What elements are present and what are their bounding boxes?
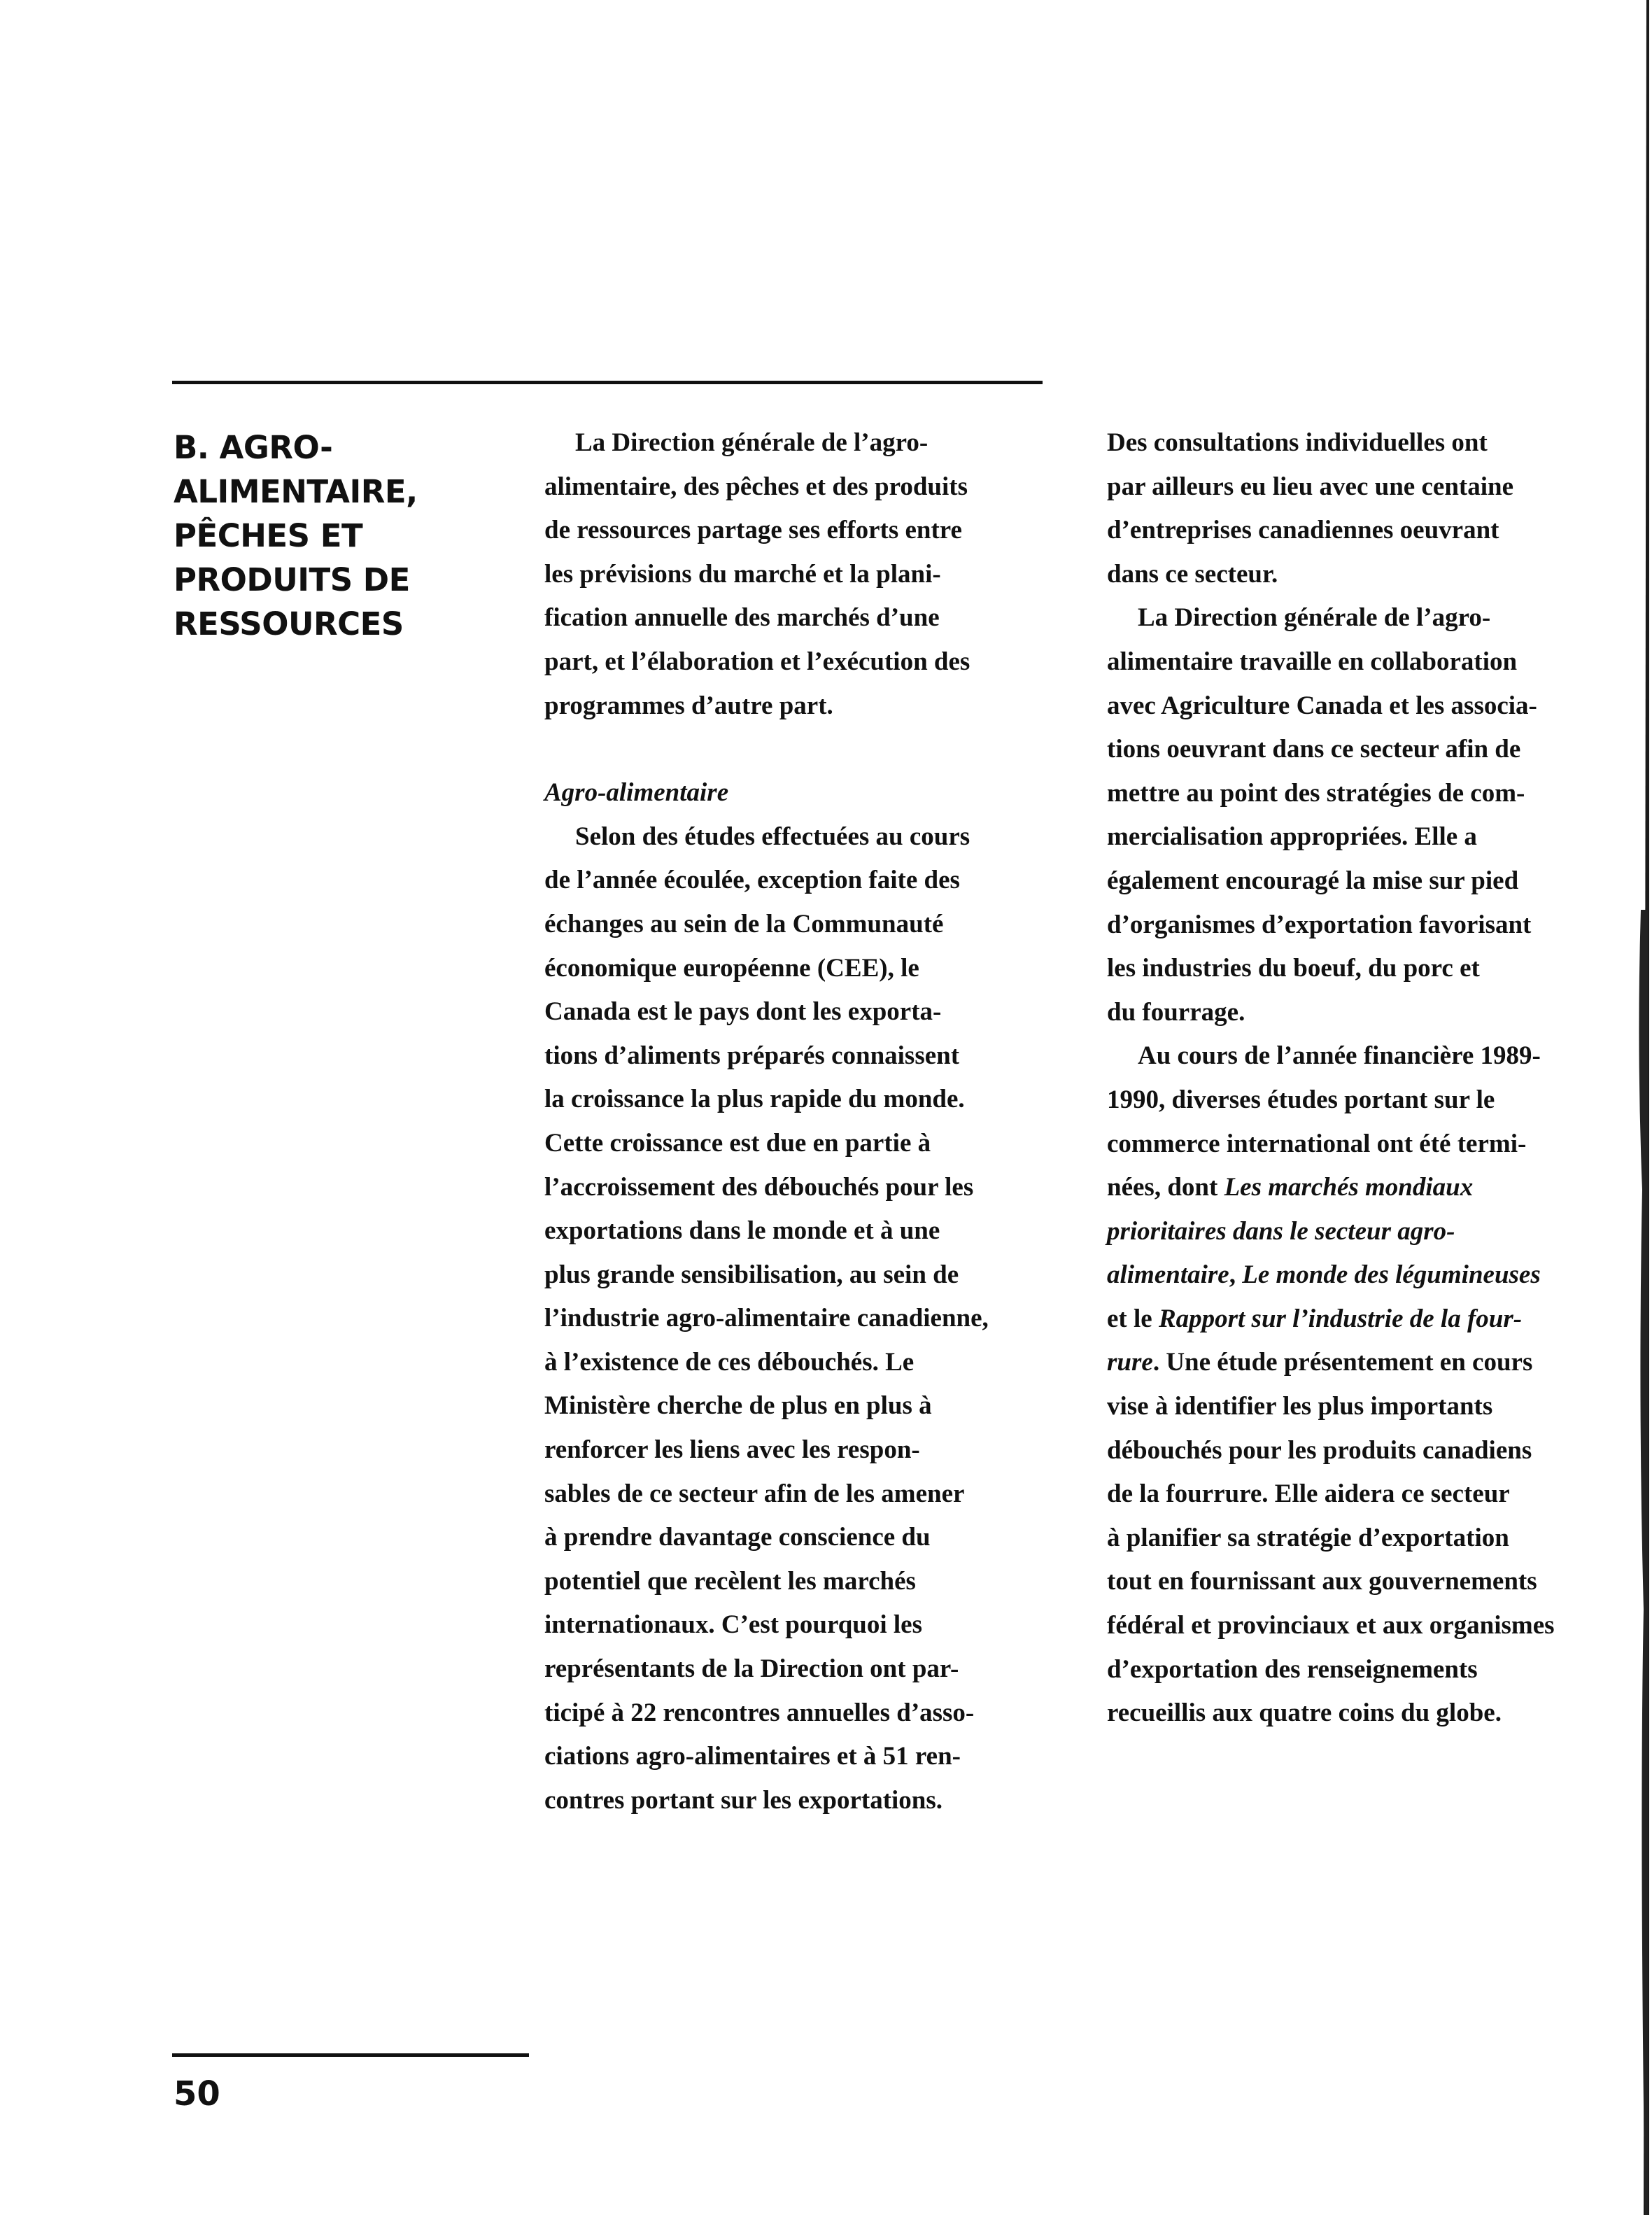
- text-line: l’accroissement des débouchés pour les: [544, 1172, 974, 1202]
- plain-text: et le: [1107, 1304, 1159, 1333]
- binding-edge: [1634, 0, 1652, 2215]
- text-line: d’entreprises canadiennes oeuvrant: [1107, 516, 1499, 545]
- text-line: d’exportation des renseignements: [1107, 1654, 1478, 1684]
- text-line: [1107, 1341, 1611, 1385]
- text-line: débouchés pour les produits canadiens: [1107, 1435, 1532, 1465]
- text-line: part, et l’élaboration et l’exécution des: [544, 647, 970, 676]
- report-title-text: alimentaire: [1107, 1260, 1229, 1290]
- text-line: mercialisation appropriées. Elle a: [1107, 822, 1477, 852]
- page-number: 50: [174, 2074, 220, 2114]
- report-title-text: prioritaires dans le secteur agro-: [1107, 1216, 1455, 1246]
- text-line: vise à identifier les plus importants: [1107, 1392, 1493, 1421]
- text-line: de l’année écoulée, exception faite des: [544, 866, 960, 895]
- text-line: économique européenne (CEE), le: [544, 953, 919, 983]
- text-line: avec Agriculture Canada et les associa-: [1107, 691, 1537, 720]
- text-line: potentiel que recèlent les marchés: [544, 1566, 916, 1596]
- text-line: internationaux. C’est pourquoi les: [544, 1610, 922, 1640]
- text-line: représentants de la Direction ont par-: [544, 1654, 959, 1684]
- subheading-agro-alimentaire: Agro-alimentaire: [544, 778, 729, 808]
- plain-text: . Une étude présentement en cours: [1152, 1348, 1533, 1377]
- heading-line: B. AGRO-: [174, 429, 333, 466]
- text-line: [1107, 1166, 1611, 1210]
- text-line: Cette croissance est due en partie à: [544, 1128, 931, 1158]
- text-line: les industries du boeuf, du porc et: [1107, 954, 1480, 983]
- text-line: La Direction générale de l’agro-: [1138, 603, 1491, 633]
- text-line: ticipé à 22 rencontres annuelles d’asso-: [544, 1698, 975, 1727]
- text-line: programmes d’autre part.: [544, 691, 833, 720]
- text-line: fédéral et provinciaux et aux organismes: [1107, 1611, 1555, 1640]
- text-line: exportations dans le monde et à une: [544, 1216, 940, 1246]
- heading-line: PRODUITS DE: [174, 561, 410, 598]
- heading-line: PÊCHES ET: [174, 517, 363, 554]
- text-line: fication annuelle des marchés d’une: [544, 603, 940, 633]
- text-line: d’organismes d’exportation favorisant: [1107, 910, 1532, 939]
- heading-line: RESSOURCES: [174, 605, 404, 642]
- section-heading: [174, 426, 467, 646]
- text-line: alimentaire travaille en collaboration: [1107, 647, 1518, 676]
- text-line: tions oeuvrant dans ce secteur afin de: [1107, 735, 1521, 764]
- text-line: à planifier sa stratégie d’exportation: [1107, 1523, 1509, 1552]
- text-line: du fourrage.: [1107, 997, 1245, 1027]
- text-line: commerce international ont été termi-: [1107, 1129, 1527, 1158]
- text-line: de la fourrure. Elle aidera ce secteur: [1107, 1479, 1510, 1509]
- middle-column: [544, 421, 1043, 1822]
- text-line: plus grande sensibilisation, au sein de: [544, 1260, 959, 1289]
- text-line: la croissance la plus rapide du monde.: [544, 1085, 965, 1114]
- text-line: les prévisions du marché et la plani-: [544, 559, 941, 589]
- text-line: ciations agro-alimentaires et à 51 ren-: [544, 1742, 961, 1771]
- heading-line: ALIMENTAIRE,: [174, 473, 418, 510]
- report-title-text: Rapport sur l’industrie de la four-: [1158, 1304, 1523, 1333]
- text-line: échanges au sein de la Communauté: [544, 909, 944, 938]
- text-line: contres portant sur les exportations.: [544, 1785, 943, 1815]
- text-line: recueillis aux quatre coins du globe.: [1107, 1699, 1502, 1728]
- text-line: Selon des études effectuées au cours: [575, 822, 970, 851]
- text-line: Des consultations individuelles ont: [1107, 428, 1488, 457]
- text-line: alimentaire, des pêches et des produits: [544, 472, 968, 501]
- plain-text: nées, dont: [1107, 1173, 1224, 1202]
- plain-text: ,: [1229, 1260, 1243, 1290]
- text-line: [1107, 1210, 1611, 1254]
- bottom-rule: [172, 2053, 529, 2057]
- text-line: Au cours de l’année financière 1989-: [1138, 1041, 1541, 1071]
- text-line: La Direction générale de l’agro-: [575, 428, 929, 457]
- text-line: [1107, 1298, 1611, 1342]
- text-line: tout en fournissant aux gouvernements: [1107, 1567, 1537, 1596]
- text-line: de ressources partage ses efforts entre: [544, 516, 962, 545]
- text-line: Canada est le pays dont les exporta-: [544, 997, 942, 1027]
- text-line: mettre au point des stratégies de com-: [1107, 778, 1525, 808]
- right-column: [1107, 421, 1611, 1736]
- text-line: à l’existence de ces débouchés. Le: [544, 1347, 915, 1377]
- text-line: également encouragé la mise sur pied: [1107, 866, 1519, 895]
- report-title-text: Le monde des légumineuses: [1242, 1260, 1541, 1290]
- text-line: Ministère cherche de plus en plus à: [544, 1391, 932, 1421]
- text-line: tions d’aliments préparés connaissent: [544, 1041, 960, 1070]
- text-line: [1107, 1253, 1611, 1298]
- top-rule: [172, 381, 1043, 384]
- text-line: l’industrie agro-alimentaire canadienne,: [544, 1304, 989, 1333]
- text-line: dans ce secteur.: [1107, 559, 1278, 589]
- report-title-text: rure: [1107, 1348, 1153, 1377]
- text-line: à prendre davantage conscience du: [544, 1523, 931, 1552]
- text-line: par ailleurs eu lieu avec une centaine: [1107, 472, 1513, 501]
- report-title-text: Les marchés mondiaux: [1224, 1173, 1474, 1202]
- text-line: sables de ce secteur afin de les amener: [544, 1479, 965, 1508]
- text-line: renforcer les liens avec les respon-: [544, 1435, 920, 1465]
- text-line: 1990, diverses études portant sur le: [1107, 1085, 1495, 1114]
